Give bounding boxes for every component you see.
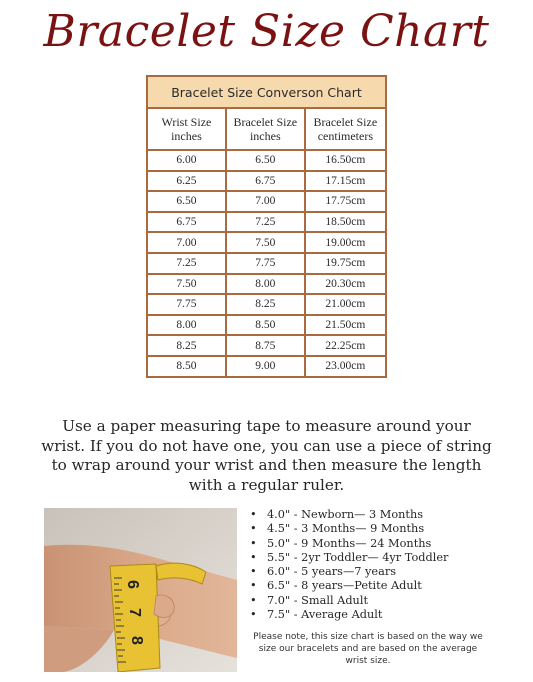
tape-number: 8 xyxy=(128,636,145,645)
table-cell: 6.25 xyxy=(147,171,226,192)
table-cell: 7.50 xyxy=(147,274,226,295)
table-cell: 19.75cm xyxy=(305,253,386,274)
table-row xyxy=(147,191,386,212)
table-cell: 7.75 xyxy=(147,294,226,315)
table-cell: 7.25 xyxy=(226,212,305,233)
table-cell: 7.75 xyxy=(226,253,305,274)
list-item xyxy=(247,608,448,622)
table-row xyxy=(147,294,386,315)
list-item-text: 7.0" - Small Adult xyxy=(267,593,368,607)
bullet: • xyxy=(250,536,257,550)
bullet: • xyxy=(250,550,257,564)
table-cell: 7.00 xyxy=(226,191,305,212)
list-item-text: 6.5" - 8 years—Petite Adult xyxy=(267,579,422,593)
page-title: Bracelet Size Chart xyxy=(43,6,490,57)
size-note xyxy=(249,631,487,667)
note-line: Please note, this size chart is based on the way we xyxy=(253,632,483,642)
column-header-line: inches xyxy=(171,129,202,143)
table-cell: 7.00 xyxy=(147,232,226,253)
bullet: • xyxy=(250,579,257,593)
table-row xyxy=(147,150,386,171)
instruction-line: wrist. If you do not have one, you can use a piece of string xyxy=(41,436,492,455)
table-cell: 6.75 xyxy=(147,212,226,233)
list-item xyxy=(247,565,448,579)
bullet: • xyxy=(250,593,257,607)
list-item xyxy=(247,537,448,551)
bullet: • xyxy=(250,608,257,622)
table-cell: 8.00 xyxy=(147,315,226,336)
table-caption: Bracelet Size Converson Chart xyxy=(147,76,386,108)
table-row xyxy=(147,274,386,295)
size-conversion-table xyxy=(146,75,387,378)
table-cell: 21.00cm xyxy=(305,294,386,315)
note-line: wrist size. xyxy=(345,656,391,666)
column-header-line: Bracelet Size xyxy=(313,115,378,129)
table-row xyxy=(147,335,386,356)
table-cell: 9.00 xyxy=(226,356,305,377)
wrist-measuring-illustration xyxy=(44,508,237,672)
column-header-line: inches xyxy=(249,129,281,143)
table-cell: 19.00cm xyxy=(305,232,386,253)
table-row xyxy=(147,315,386,336)
list-item-text: 6.0" - 5 years—7 years xyxy=(267,565,397,579)
table-header-row xyxy=(147,108,386,150)
table-row xyxy=(147,253,386,274)
table-row xyxy=(147,171,386,192)
table-cell: 8.75 xyxy=(226,335,305,356)
table-cell: 7.50 xyxy=(226,232,305,253)
table-cell: 8.25 xyxy=(226,294,305,315)
list-item-text: 7.5" - Average Adult xyxy=(267,608,383,622)
table-row xyxy=(147,232,386,253)
column-header-wrist-size xyxy=(147,108,226,150)
column-header-line: Wrist Size xyxy=(161,115,212,129)
list-item xyxy=(247,579,448,593)
bullet: • xyxy=(250,508,257,521)
wrist-measuring-photo xyxy=(44,508,237,672)
measuring-instructions xyxy=(10,417,523,495)
table-cell: 17.75cm xyxy=(305,191,386,212)
table-cell: 8.00 xyxy=(226,274,305,295)
instruction-line: with a regular ruler. xyxy=(188,475,345,494)
instruction-line: to wrap around your wrist and then measure the length xyxy=(51,456,482,475)
bullet: • xyxy=(250,522,257,536)
list-item xyxy=(247,551,448,565)
list-item xyxy=(247,594,448,608)
list-item xyxy=(247,508,448,522)
column-header-line: centimeters xyxy=(317,129,374,143)
list-item-text: 4.0" - Newborn— 3 Months xyxy=(267,508,424,521)
table-cell: 21.50cm xyxy=(305,315,386,336)
column-header-bracelet-size-cm xyxy=(305,108,386,150)
table-cell: 6.50 xyxy=(226,150,305,171)
list-item-text: 4.5" - 3 Months— 9 Months xyxy=(267,522,425,536)
table-cell: 17.15cm xyxy=(305,171,386,192)
list-item-text: 5.0" - 9 Months— 24 Months xyxy=(267,536,432,550)
table-cell: 8.50 xyxy=(147,356,226,377)
table-cell: 22.25cm xyxy=(305,335,386,356)
column-header-bracelet-size-inches xyxy=(226,108,305,150)
tape-number: 6 xyxy=(124,580,141,589)
list-item-text: 5.5" - 2yr Toddler— 4yr Toddler xyxy=(267,550,449,564)
table-cell: 6.75 xyxy=(226,171,305,192)
table-row xyxy=(147,212,386,233)
table-cell: 20.30cm xyxy=(305,274,386,295)
table-cell: 16.50cm xyxy=(305,150,386,171)
list-item xyxy=(247,522,448,536)
table-cell: 8.50 xyxy=(226,315,305,336)
note-line: size our bracelets and are based on the average xyxy=(258,644,478,654)
table-body xyxy=(147,150,386,377)
table-row xyxy=(147,356,386,377)
table-cell: 8.25 xyxy=(147,335,226,356)
table-cell: 23.00cm xyxy=(305,356,386,377)
table-cell: 6.50 xyxy=(147,191,226,212)
table-cell: 7.25 xyxy=(147,253,226,274)
tape-number: 7 xyxy=(126,608,143,617)
instruction-line: Use a paper measuring tape to measure around your xyxy=(62,417,471,435)
size-guide-list xyxy=(247,508,448,622)
column-header-line: Bracelet Size xyxy=(233,115,298,129)
table-cell: 18.50cm xyxy=(305,212,386,233)
bullet: • xyxy=(250,565,257,579)
table-cell: 6.00 xyxy=(147,150,226,171)
